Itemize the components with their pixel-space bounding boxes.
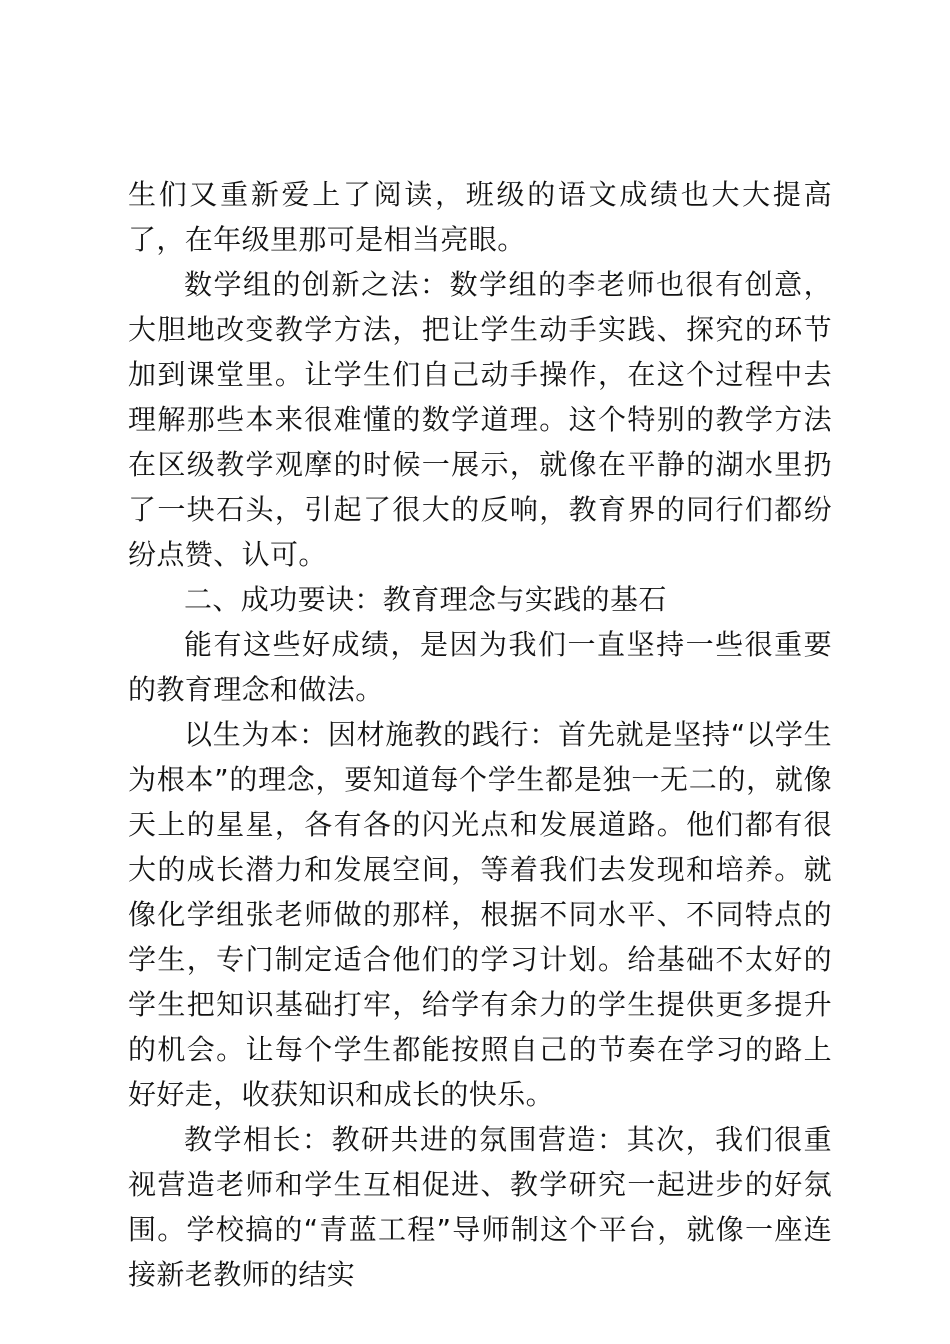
paragraph-student-centered: 以生为本：因材施教的践行：首先就是坚持“以学生为根本”的理念，要知道每个学生都是独一无二的，就像天上的星星，各有各的闪光点和发展道路。他们都有很大的成长潜力和发展空间，等着我们去发现和培养。就像化学组张老师做的那样，根据不同水平、不同特点的学生，专门制定适合他们的学习计划。给基础不太好的学生把知识基础打牢，给学有余力的学生提供更多提升的机会。让每个学生都能按照自己的节奏在学习的路上好好走，收获知识和成长的快乐。 <box>128 718 832 1111</box>
paragraph-continuation: 生们又重新爱上了阅读，班级的语文成绩也大大提高了，在年级里那可是相当亮眼。 <box>128 178 832 256</box>
paragraph-intro: 能有这些好成绩，是因为我们一直坚持一些很重要的教育理念和做法。 <box>128 628 832 706</box>
paragraph-teaching-research: 教学相长：教研共进的氛围营造：其次，我们很重视营造老师和学生互相促进、教学研究一起进步的好氛围。学校搞的“青蓝工程”导师制这个平台，就像一座连接新老教师的结实 <box>128 1123 832 1291</box>
section-heading: 二、成功要诀：教育理念与实践的基石 <box>184 583 667 616</box>
paragraph-math-group: 数学组的创新之法：数学组的李老师也很有创意，大胆地改变教学方法，把让学生动手实践、探究的环节加到课堂里。让学生们自己动手操作，在这个过程中去理解那些本来很难懂的数学道理。这个特别的教学方法在区级教学观摩的时候一展示，就像在平静的湖水里扔了一块石头，引起了很大的反响，教育界的同行们都纷纷点赞、认可。 <box>128 268 832 571</box>
document-body <box>128 172 832 1297</box>
